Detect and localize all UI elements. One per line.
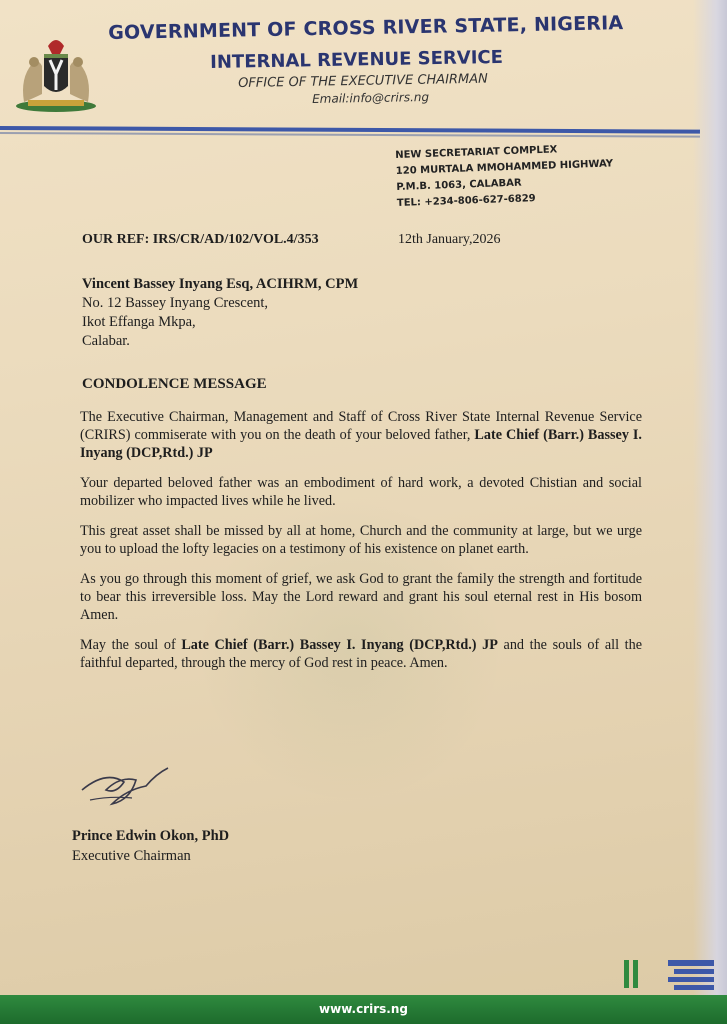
deceased-name: Late Chief (Barr.) Bassey I. Inyang (DCP,Rtd.) JP — [80, 427, 642, 461]
recipient-address-1: No. 12 Bassey Inyang Crescent, — [82, 295, 269, 311]
letterhead-email: Email:info@crirs.ng — [312, 89, 430, 106]
flag-bars-icon — [624, 958, 640, 990]
signature-icon — [76, 760, 176, 810]
letterhead-subtitle: INTERNAL REVENUE SERVICE — [210, 46, 504, 73]
letter-date: 12th January,2026 — [398, 232, 501, 247]
paragraph-5 — [80, 636, 642, 672]
signatory-block — [72, 826, 229, 866]
paragraph-5-pre: May the soul of — [80, 637, 182, 653]
letter-body — [80, 408, 642, 684]
address-line-4: TEL: +234-806-627-6829 — [396, 193, 536, 209]
paragraph-1-text: The Executive Chairman, Management and Staff of Cross River State Internal Revenue Service (CRIRS) commiserate with you on the death of your beloved father, — [80, 409, 642, 443]
paragraph-4: As you go through this moment of grief, we ask God to grant the family the strength and fortitude to bear this irreversible loss. May the Lord reward and grant his soul eternal rest in His bosom Amen. — [80, 571, 642, 623]
reference-line — [82, 232, 642, 248]
paragraph-3: This great asset shall be missed by all at home, Church and the community at large, but we urge you to upload the lofty legacies on a testimony of his existence on planet earth. — [80, 523, 642, 557]
paragraph-5-post: and the souls of all the faithful departed, through the mercy of God rest in peace. Amen. — [80, 637, 642, 671]
letterhead-title: GOVERNMENT OF CROSS RIVER STATE, NIGERIA — [108, 12, 624, 44]
reference-label: OUR REF: — [82, 232, 150, 247]
paragraph-1 — [80, 408, 642, 462]
recipient-address-2: Ikot Effanga Mkpa, — [82, 314, 196, 330]
signatory-name: Prince Edwin Okon, PhD — [72, 828, 230, 844]
coat-of-arms-icon — [10, 28, 102, 114]
recipient-address-3: Calabar. — [82, 333, 130, 349]
letterhead-office: OFFICE OF THE EXECUTIVE CHAIRMAN — [238, 71, 488, 91]
reference-value: IRS/CR/AD/102/VOL.4/353 — [152, 232, 319, 247]
address-line-2: 120 MURTALA MMOHAMMED HIGHWAY — [395, 158, 614, 177]
recipient-block — [82, 275, 642, 351]
recipient-name: Vincent Bassey Inyang Esq, ACIHRM, CPM — [82, 276, 359, 292]
footer-website-link[interactable]: www.crirs.ng — [319, 1002, 408, 1016]
letter-subject: CONDOLENCE MESSAGE — [82, 376, 267, 392]
address-line-1: NEW SECRETARIAT COMPLEX — [395, 144, 558, 161]
signatory-title: Executive Chairman — [72, 848, 191, 864]
paragraph-2: Your departed beloved father was an embodiment of hard work, a devoted Chistian and social mobilizer who impacted lives while he lived. — [80, 475, 642, 509]
flag-logo-icon — [668, 960, 714, 992]
paragraph-5-deceased-name: Late Chief (Barr.) Bassey I. Inyang (DCP,Rtd.) JP — [181, 637, 498, 653]
sender-address — [395, 139, 657, 212]
address-line-3: P.M.B. 1063, CALABAR — [396, 177, 522, 193]
letterhead — [0, 0, 727, 132]
